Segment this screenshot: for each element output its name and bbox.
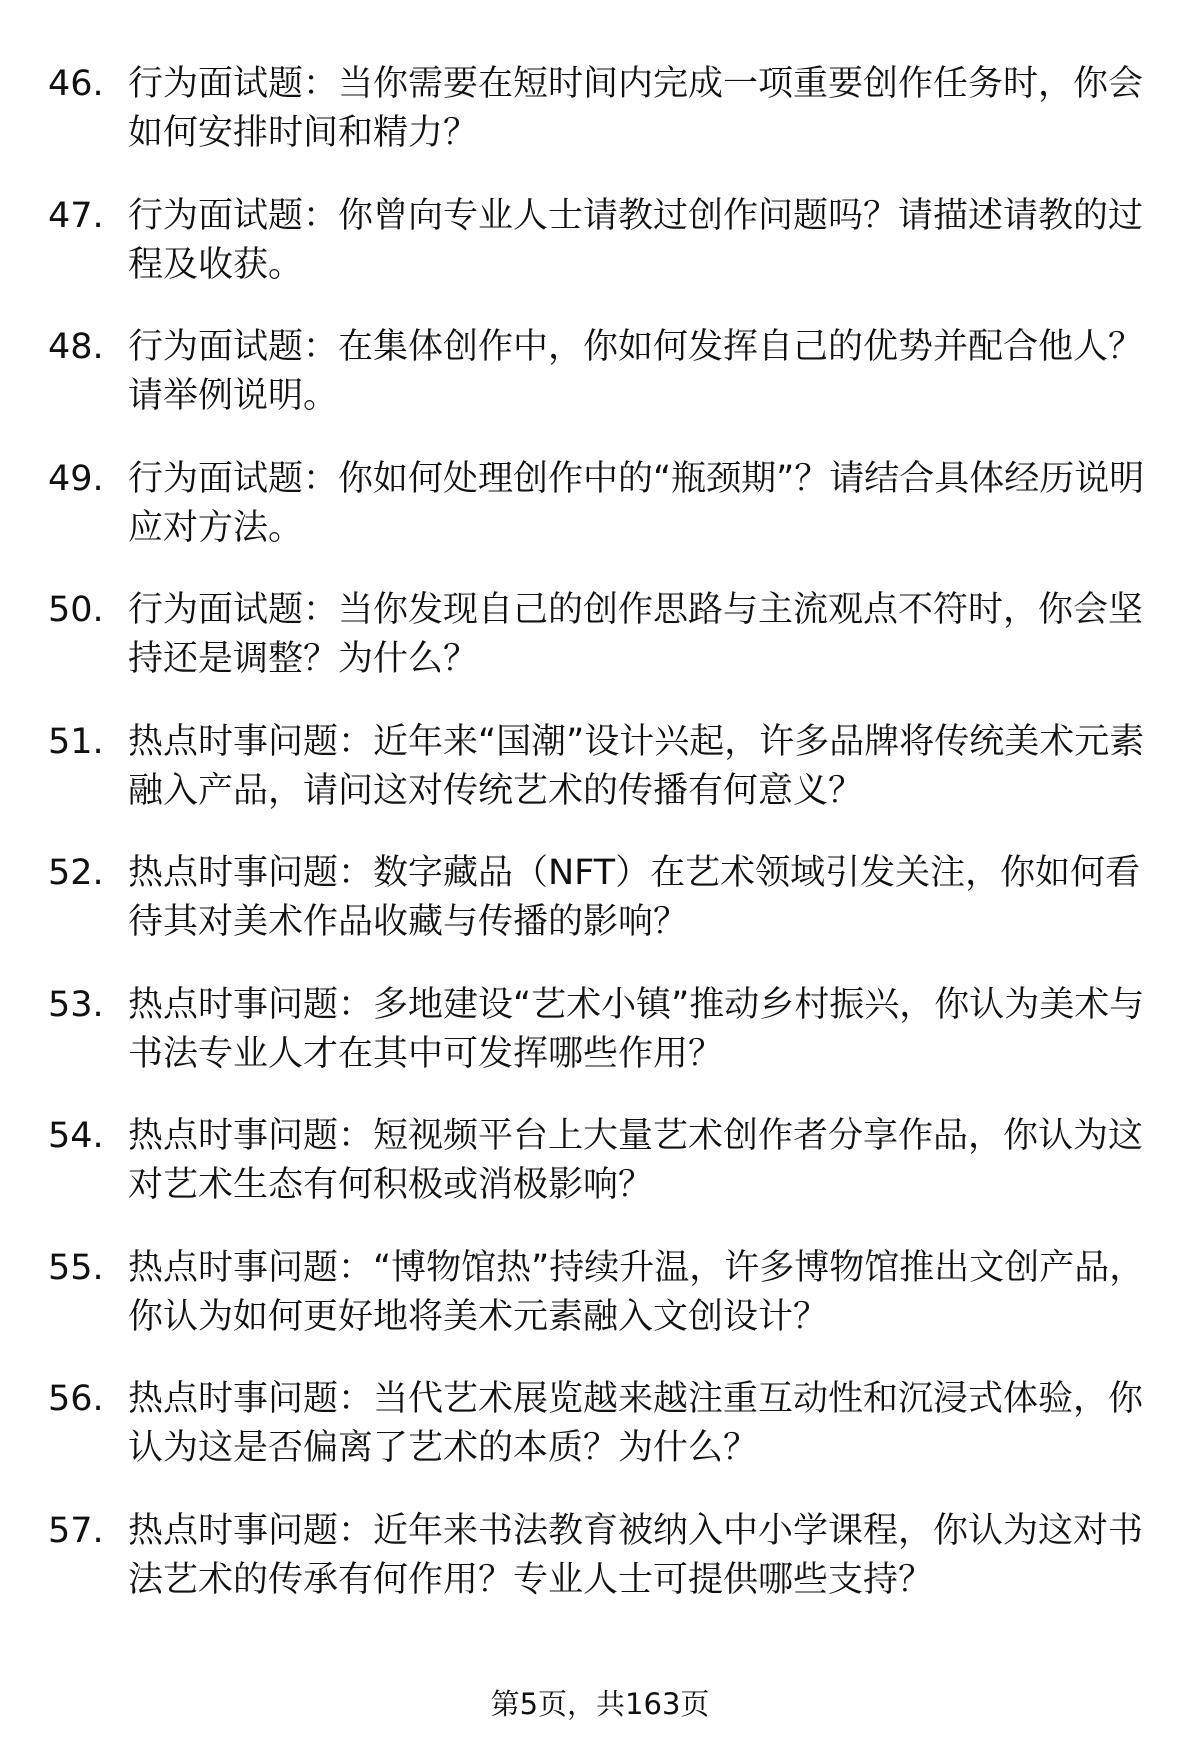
question-number: 49.	[48, 458, 104, 499]
question-number: 57.	[48, 1510, 104, 1551]
question-text: 行为面试题：当你需要在短时间内完成一项重要创作任务时，你会如何安排时间和精力？	[128, 64, 1144, 153]
question-number: 48.	[48, 327, 104, 367]
question-item	[48, 455, 1148, 587]
question-item	[48, 1375, 1148, 1507]
question-item	[48, 192, 1148, 324]
question-item	[48, 60, 1148, 192]
question-item	[48, 323, 1148, 455]
question-number: 46.	[48, 64, 104, 104]
question-number: 54.	[48, 1116, 104, 1156]
question-text: 热点时事问题：当代艺术展览越来越注重互动性和沉浸式体验，你认为这是否偏离了艺术的本质？为什么？	[128, 1379, 1144, 1468]
question-text: 热点时事问题：多地建设“艺术小镇”推动乡村振兴，你认为美术与书法专业人才在其中可发挥哪些作用？	[128, 984, 1145, 1074]
question-number: 47.	[48, 195, 104, 236]
question-item	[48, 718, 1148, 850]
question-item	[48, 849, 1148, 981]
question-item	[48, 981, 1148, 1113]
question-item	[48, 1507, 1148, 1639]
question-item	[48, 1112, 1148, 1244]
question-text: 热点时事问题：短视频平台上大量艺术创作者分享作品，你认为这对艺术生态有何积极或消极影响？	[128, 1116, 1144, 1205]
page-footer: 第5页，共163页	[490, 1687, 710, 1721]
question-text: 热点时事问题：“博物馆热”持续升温，许多博物馆推出文创产品，你认为如何更好地将美术元素融入文创设计？	[128, 1247, 1145, 1337]
question-text: 热点时事问题：近年来书法教育被纳入中小学课程，你认为这对书法艺术的传承有何作用？专业人士可提供哪些支持？	[128, 1510, 1144, 1600]
question-text: 行为面试题：在集体创作中，你如何发挥自己的优势并配合他人？请举例说明。	[128, 327, 1144, 416]
question-text: 行为面试题：当你发现自己的创作思路与主流观点不符时，你会坚持还是调整？为什么？	[128, 590, 1144, 679]
question-number: 52.	[48, 853, 104, 893]
question-item	[48, 586, 1148, 718]
question-number: 56.	[48, 1379, 104, 1419]
question-item	[48, 1244, 1148, 1376]
question-text: 行为面试题：你曾向专业人士请教过创作问题吗？请描述请教的过程及收获。	[128, 195, 1144, 285]
question-text: 行为面试题：你如何处理创作中的“瓶颈期”？请结合具体经历说明应对方法。	[128, 458, 1145, 548]
question-number: 53.	[48, 984, 104, 1025]
question-text: 热点时事问题：近年来“国潮”设计兴起，许多品牌将传统美术元素融入产品，请问这对传统艺术的传播有何意义？	[128, 721, 1145, 811]
question-number: 55.	[48, 1247, 104, 1288]
question-number: 50.	[48, 590, 104, 630]
question-number: 51.	[48, 721, 104, 762]
question-list	[48, 60, 1148, 1638]
question-text: 热点时事问题：数字藏品（NFT）在艺术领域引发关注，你如何看待其对美术作品收藏与传播的影响？	[128, 853, 1141, 942]
